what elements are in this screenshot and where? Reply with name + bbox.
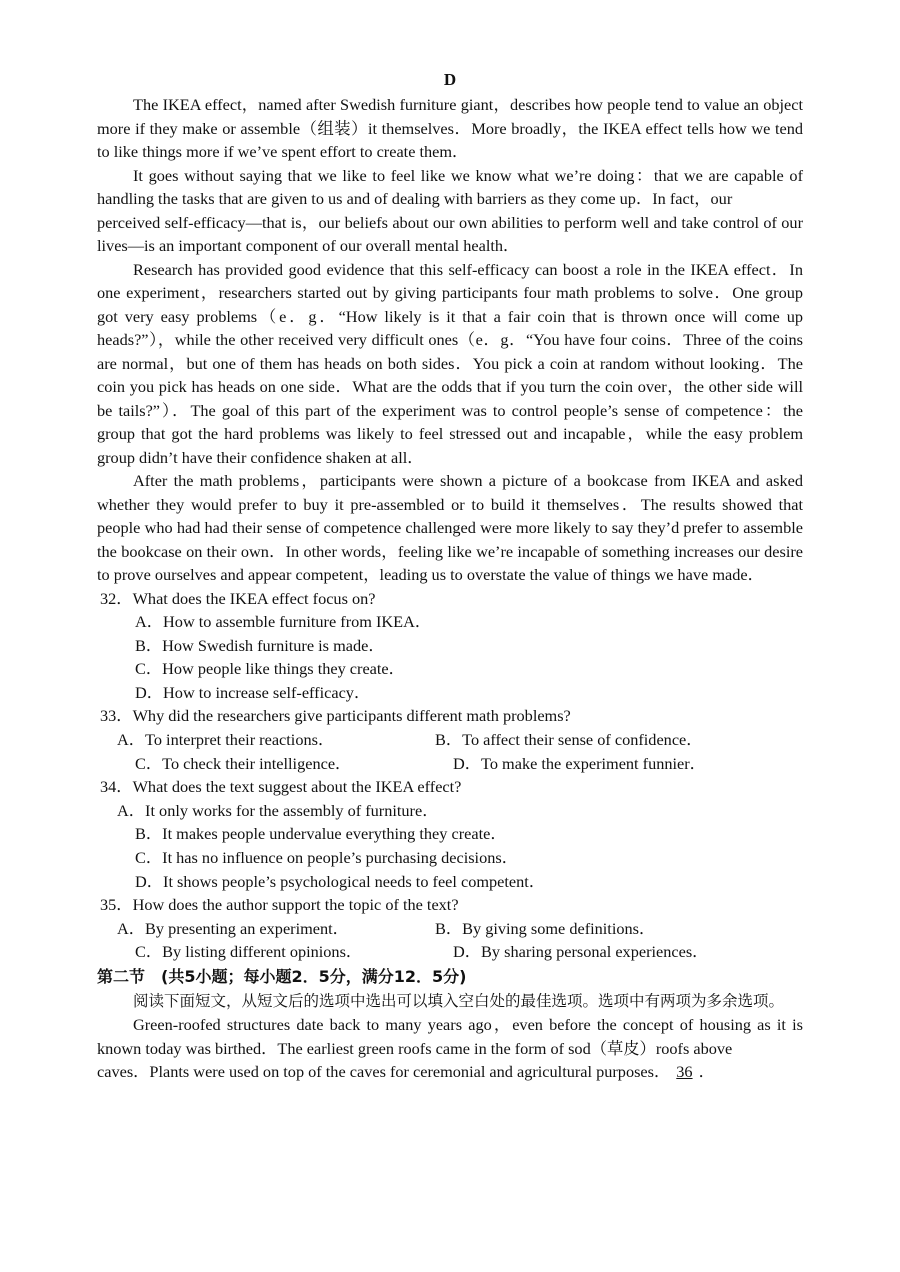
passage-paragraph-2 xyxy=(97,164,803,211)
options-row-cd xyxy=(97,940,803,964)
section-2-heading: 第二节 (共5小题；每小题2．5分，满分12．5分) xyxy=(97,967,467,986)
question-stem: 34．What does the text suggest about the IKEA effect? xyxy=(100,777,462,797)
option-c: C．It has no influence on people’s purchasing decisions． xyxy=(135,848,518,868)
question-stem: 35．How does the author support the topic of the text? xyxy=(100,895,459,915)
option-a: A．It only works for the assembly of furniture． xyxy=(117,800,439,820)
options-row-ab xyxy=(97,917,803,941)
option-d: D．By sharing personal experiences． xyxy=(453,942,709,962)
option-a: A．To interpret their reactions． xyxy=(117,730,335,750)
question-35 xyxy=(97,893,803,964)
sentence-end: ． xyxy=(698,1062,715,1081)
question-33 xyxy=(97,704,803,775)
option-c: C．By listing different opinions． xyxy=(135,942,363,962)
options-row-cd xyxy=(97,752,803,776)
section-2-passage-line-1: Green-roofed structures date back to many years ago，even before the concept of housing as it is known today was birthed．The earliest green roofs came in the form of sod（草皮）roofs above xyxy=(97,1015,803,1058)
option-d: D．It shows people’s psychological needs to feel competent． xyxy=(135,871,546,891)
option-d: D．How to increase self-efficacy． xyxy=(135,682,371,702)
passage-heading: D xyxy=(443,70,457,89)
paragraph-2-text-b: perceived self-efficacy—that is，our beliefs about our own abilities to perform well and take control of our lives—is an important component of our overall mental health． xyxy=(97,212,803,255)
passage-paragraph-4 xyxy=(97,469,803,587)
answer-blank-36[interactable]: 36 xyxy=(676,1062,693,1081)
option-d: D．To make the experiment funnier． xyxy=(453,753,706,773)
question-stem: 33．Why did the researchers give participants different math problems? xyxy=(100,706,571,726)
passage-paragraph-2-continued xyxy=(97,211,803,258)
option-b: B．By giving some definitions． xyxy=(435,918,656,938)
question-34 xyxy=(97,775,803,893)
option-b: B．How Swedish furniture is made． xyxy=(135,635,385,655)
question-stem: 32．What does the IKEA effect focus on? xyxy=(100,588,376,608)
option-c: C．How people like things they create． xyxy=(135,659,405,679)
option-b: B．It makes people undervalue everything they create． xyxy=(135,824,507,844)
options-row-ab xyxy=(97,728,803,752)
passage-paragraph-1 xyxy=(97,93,803,164)
section-2-passage-line-2 xyxy=(97,1060,803,1084)
paragraph-3-text: Research has provided good evidence that this self-efficacy can boost a role in the IKEA effect．In one experiment，researchers started out by giving participants four math problems to solve．One group got very easy problems（e．g．“How likely is it that a fair coin that is thrown once will come up heads?”），while the other received very difficult ones（e．g．“You have four coins．Three of the coins are normal，but one of them has heads on both sides．You pick a coin at random without looking．The coin you pick has heads on one side．What are the odds that if you turn the coin over，the other side will be tails?”）．The goal of this part of the experiment was to control people’s sense of competence：the group that got the hard problems was likely to feel stressed out and incapable，while the easy problem group didn’t have their confidence shaken at all． xyxy=(97,259,803,467)
option-a: A．How to assemble furniture from IKEA． xyxy=(135,612,432,632)
option-a: A．By presenting an experiment． xyxy=(117,918,349,938)
option-c: C．To check their intelligence． xyxy=(135,753,352,773)
paragraph-1-text: The IKEA effect，named after Swedish furniture giant，describes how people tend to value an object more if they make or assemble（组装）it themselves．More broadly，the IKEA effect tells how we tend to like things more if we’ve spent effort to create them． xyxy=(97,95,803,161)
option-b: B．To affect their sense of confidence． xyxy=(435,730,703,750)
section-2-passage-text: caves．Plants were used on top of the caves for ceremonial and agricultural purposes． xyxy=(97,1062,671,1081)
passage-paragraph-3 xyxy=(97,258,803,470)
paragraph-4-text: After the math problems，participants were shown a picture of a bookcase from IKEA and asked whether they would prefer to buy it pre-assembled or to build it themselves．The results showed that people who had had their sense of competence challenged were more likely to say they’d prefer to assemble the bookcase on their own．In other words，feeling like we’re incapable of something increases our desire to prove ourselves and appear competent，leading us to overstate the value of things we have made． xyxy=(97,471,803,584)
question-32 xyxy=(97,587,803,705)
paragraph-2-text-a: It goes without saying that we like to feel like we know what we’re doing：that we are capable of handling the tasks that are given to us and of dealing with barriers as they come up．In fact，our xyxy=(97,165,803,208)
section-2-instruction: 阅读下面短文，从短文后的选项中选出可以填入空白处的最佳选项。选项中有两项为多余选项。 xyxy=(133,992,785,1010)
exam-page xyxy=(97,70,803,1084)
